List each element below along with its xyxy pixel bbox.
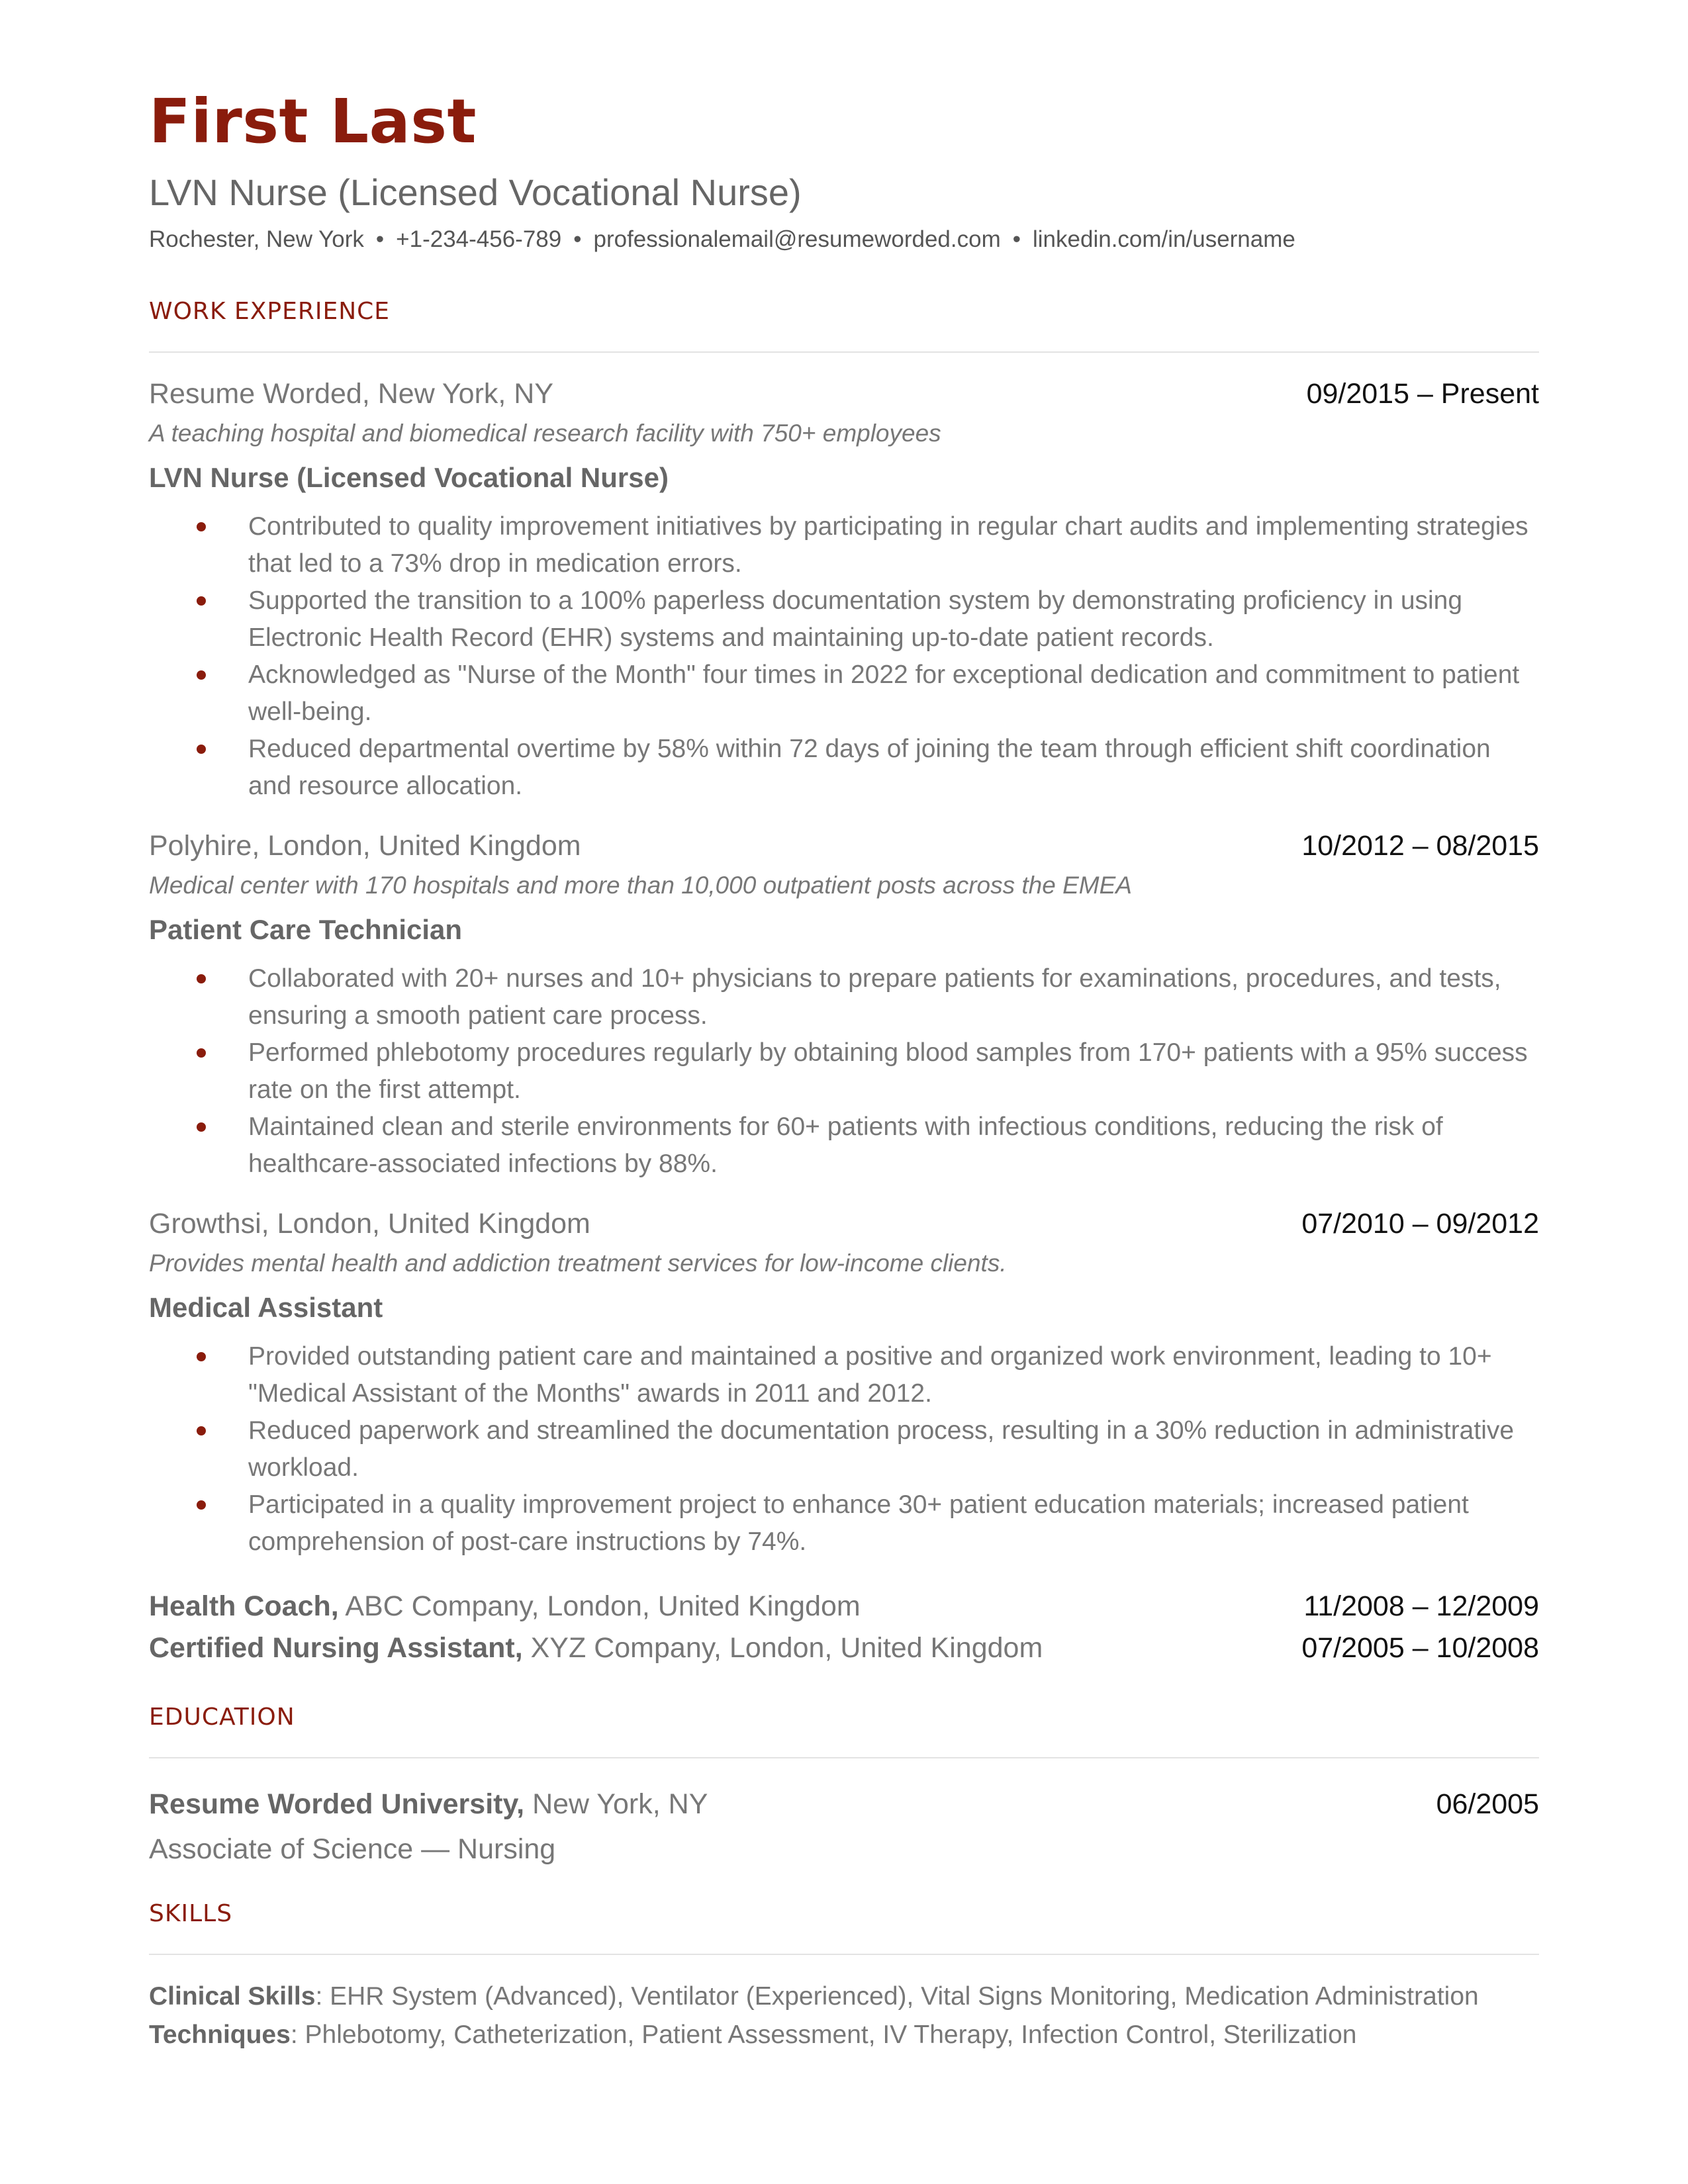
short-role-company: XYZ Company, London, United Kingdom <box>530 1631 1043 1664</box>
job-company: Polyhire, London, United Kingdom <box>149 829 581 862</box>
education-header <box>149 1784 1539 1825</box>
contact-linkedin[interactable]: linkedin.com/in/username <box>1033 226 1295 252</box>
job-header <box>149 830 1539 862</box>
job-company: Growthsi, London, United Kingdom <box>149 1207 590 1240</box>
bullet-icon <box>197 1500 206 1510</box>
job-entry <box>149 378 1539 805</box>
short-role-title: Certified Nursing Assistant, <box>149 1631 523 1664</box>
job-description: A teaching hospital and biomedical research facility with 750+ employees <box>149 419 941 447</box>
job-dates: 09/2015 – Present <box>1306 377 1539 410</box>
bullet-icon <box>197 974 206 983</box>
short-role-company: ABC Company, London, United Kingdom <box>345 1590 861 1622</box>
contact-separator: • <box>1012 226 1021 252</box>
education-date: 06/2005 <box>1436 1788 1539 1820</box>
contact-line <box>149 226 1539 253</box>
bullet-icon <box>197 1352 206 1361</box>
bullet-icon <box>197 1122 206 1132</box>
job-bullets <box>149 1338 1539 1561</box>
bullet-text: Reduced departmental overtime by 58% within 72 days of joining the team through efficient shift coordination and resource allocation. <box>248 734 1491 800</box>
bullet-icon <box>197 745 206 754</box>
bullet-item <box>149 731 1539 805</box>
job-description: Medical center with 170 hospitals and more than 10,000 outpatient posts across the EMEA <box>149 871 1132 899</box>
job-description: Provides mental health and addiction treatment services for low-income clients. <box>149 1249 1007 1277</box>
job-role: LVN Nurse (Licensed Vocational Nurse) <box>149 461 669 493</box>
short-role-dates: 11/2008 – 12/2009 <box>1303 1590 1539 1622</box>
skills-label: Clinical Skills <box>149 1981 316 2011</box>
job-dates: 07/2010 – 09/2012 <box>1301 1207 1539 1240</box>
bullet-text: Acknowledged as "Nurse of the Month" four times in 2022 for exceptional dedication and commitment to patient well-being. <box>248 660 1520 726</box>
education-degree: Associate of Science — Nursing <box>149 1833 556 1865</box>
job-role: Patient Care Technician <box>149 913 463 945</box>
bullet-text: Performed phlebotomy procedures regularly by obtaining blood samples from 170+ patients with a 95% success rate on the first attempt. <box>248 1038 1528 1104</box>
contact-separator: • <box>573 226 582 252</box>
bullet-item <box>149 1034 1539 1109</box>
job-bullets <box>149 960 1539 1183</box>
short-role-row <box>149 1627 1539 1669</box>
short-role-row <box>149 1586 1539 1627</box>
contact-separator: • <box>375 226 385 252</box>
bullet-text: Contributed to quality improvement initiatives by participating in regular chart audits and implementing strategies that led to a 73% drop in medication errors. <box>248 512 1528 578</box>
bullet-item <box>149 582 1539 657</box>
education-school: Resume Worded University, <box>149 1788 525 1820</box>
bullet-icon <box>197 1426 206 1435</box>
bullet-item <box>149 960 1539 1034</box>
contact-phone: +1-234-456-789 <box>396 226 562 252</box>
bullet-item <box>149 1109 1539 1183</box>
bullet-text: Provided outstanding patient care and maintained a positive and organized work environment, leading to 10+ "Medical Assistant of the Months" awards in 2011 and 2012. <box>248 1342 1492 1408</box>
contact-email[interactable]: professionalemail@resumeworded.com <box>593 226 1001 252</box>
bullet-icon <box>197 522 206 531</box>
short-roles <box>149 1586 1539 1669</box>
job-role: Medical Assistant <box>149 1291 383 1323</box>
job-entry <box>149 1208 1539 1561</box>
bullet-text: Supported the transition to a 100% paperless documentation system by demonstrating proficiency in using Electronic Health Record (EHR) systems and maintaining up-to-date patient records. <box>248 586 1463 652</box>
bullet-item <box>149 1338 1539 1412</box>
skills-heading: SKILLS <box>149 1900 1539 1955</box>
short-role-title: Health Coach, <box>149 1590 339 1622</box>
bullet-item <box>149 657 1539 731</box>
candidate-name: First Last <box>149 86 477 157</box>
bullet-icon <box>197 596 206 606</box>
skills-text: : Phlebotomy, Catheterization, Patient Assessment, IV Therapy, Infection Control, Sterilization <box>290 2020 1357 2049</box>
bullet-item <box>149 1486 1539 1561</box>
job-header <box>149 1208 1539 1240</box>
job-header <box>149 378 1539 410</box>
skills-line <box>149 2016 1539 2054</box>
skills-label: Techniques <box>149 2020 291 2049</box>
bullet-text: Collaborated with 20+ nurses and 10+ physicians to prepare patients for examinations, procedures, and tests, ensuring a smooth patient care process. <box>248 964 1501 1030</box>
bullet-text: Maintained clean and sterile environments for 60+ patients with infectious conditions, reducing the risk of healthcare-associated infections by 88%. <box>248 1112 1443 1178</box>
bullet-icon <box>197 670 206 680</box>
skills-list <box>149 1978 1539 2054</box>
bullet-item <box>149 1412 1539 1486</box>
job-company: Resume Worded, New York, NY <box>149 377 554 410</box>
education-heading: EDUCATION <box>149 1704 1539 1758</box>
candidate-title: LVN Nurse (Licensed Vocational Nurse) <box>149 171 802 213</box>
education-entry <box>149 1784 1539 1866</box>
short-role-dates: 07/2005 – 10/2008 <box>1301 1631 1539 1664</box>
bullet-item <box>149 508 1539 582</box>
work-experience-heading: WORK EXPERIENCE <box>149 298 1539 353</box>
bullet-text: Reduced paperwork and streamlined the documentation process, resulting in a 30% reduction in administrative workload. <box>248 1416 1515 1482</box>
skills-text: : EHR System (Advanced), Ventilator (Experienced), Vital Signs Monitoring, Medication Administration <box>315 1981 1479 2011</box>
bullet-text: Participated in a quality improvement project to enhance 30+ patient education materials; increased patient comprehension of post-care instructions by 74%. <box>248 1490 1469 1556</box>
job-bullets <box>149 508 1539 805</box>
job-dates: 10/2012 – 08/2015 <box>1301 829 1539 862</box>
bullet-icon <box>197 1048 206 1058</box>
contact-location: Rochester, New York <box>149 226 364 252</box>
skills-line <box>149 1978 1539 2016</box>
education-location: New York, NY <box>532 1788 708 1820</box>
job-entry <box>149 830 1539 1183</box>
